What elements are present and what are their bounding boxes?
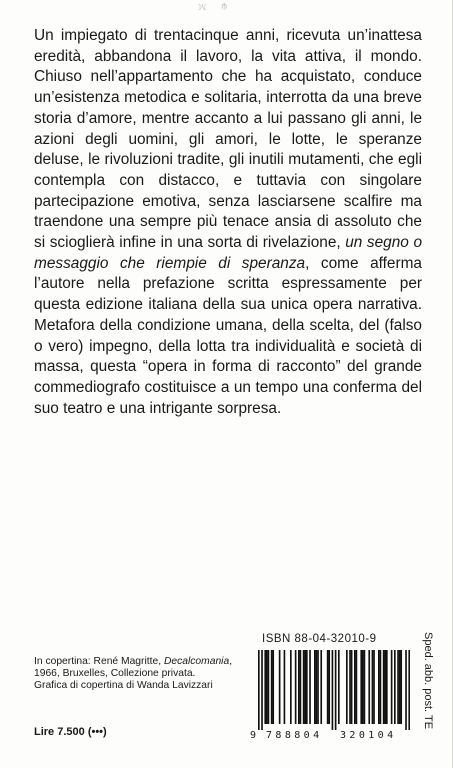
barcode-bar (320, 650, 322, 724)
barcode-bar (405, 650, 407, 730)
barcode-bar (335, 650, 337, 730)
barcode-bar (380, 650, 382, 724)
barcode-bar (295, 650, 297, 724)
barcode-bar (306, 650, 308, 724)
cover-credits (34, 656, 232, 692)
barcode-bar (298, 650, 300, 724)
book-blurb (34, 26, 422, 419)
barcode-bar (356, 650, 358, 724)
barcode-bar (332, 650, 334, 730)
barcode-bar (264, 650, 266, 724)
barcode-bar (349, 650, 351, 724)
barcode-bar (328, 650, 330, 724)
isbn-block (250, 633, 410, 745)
credits-artwork-title: Decalcomania (163, 656, 230, 667)
barcode-bar (317, 650, 319, 724)
barcode-bar (309, 650, 311, 724)
barcode-bar (373, 650, 375, 724)
barcode-bar (304, 650, 306, 724)
barcode-bar (391, 650, 393, 724)
barcode-bar (258, 650, 260, 730)
barcode-bar (314, 650, 316, 724)
barcode-bar (279, 650, 281, 724)
barcode-bar (351, 650, 353, 724)
barcode-bar (397, 650, 399, 724)
barcode-bar (300, 650, 302, 724)
blurb-text-italic: un segno o messaggio che riempie di speranza (34, 234, 422, 272)
faint-marks: ψ ℳ (196, 2, 227, 11)
credits-line1-suffix: , (229, 656, 233, 667)
barcode-bar (346, 650, 348, 724)
barcode-bar (284, 650, 286, 724)
barcode-bar (327, 650, 329, 724)
credits-line1-prefix: In copertina: René Magritte, (34, 656, 164, 667)
barcode-bar (261, 650, 263, 730)
barcode-bar (338, 650, 340, 724)
barcode-bar (354, 650, 356, 724)
price-label: Lire 7.500 (•••) (34, 726, 107, 738)
barcode-digit-first: 9 (250, 730, 257, 741)
postal-notice: Sped. abb. post. TE (422, 632, 434, 730)
barcode-bar (364, 650, 366, 724)
barcode-bar (368, 650, 370, 724)
barcode (258, 650, 410, 730)
barcode-bar (290, 650, 292, 724)
barcode-digits-left: 788804 (266, 730, 323, 741)
barcode-bar (394, 650, 396, 724)
barcode-bar (271, 650, 273, 724)
barcode-bar (399, 650, 401, 724)
barcode-digits-right: 320104 (340, 730, 397, 741)
barcode-bar (360, 650, 362, 724)
barcode-bar (384, 650, 386, 724)
barcode-bar (316, 650, 318, 724)
barcode-bar (400, 650, 402, 724)
blurb-text-part2: , come afferma l’autore nella prefazione scritta espressamente per questa edizione italiana della sua unica opera narrativa. Metafora della condizione umana, della scelta, del (falso o vero) impegno, della lotta tra individualità e società di massa, questa “opera in forma di racconto” del grande commediografo costituisce a un tempo una conferma del suo teatro e una intrigante sorpresa. (34, 254, 422, 417)
blurb-text-part1: Un impiegato di trentacinque anni, ricevuta un’inattesa eredità, abbandona il lavoro, la vita attiva, il mondo. Chiuso nell’appartamento che ha acquistato, conduce un’esistenza metodica e solitaria, interrotta da una breve storia d’amore, mentre accanto a lui passano gli anni, le azioni degli uomini, gli amori, le lotte, le speranze deluse, le rivoluzioni tradite, gli inutili mutamenti, che egli contempla con distacco, e tuttavia con singolare partecipazione emotiva, senza lasciarsene scalfire ma traendone una sempre più tenace ansia di assoluto che si scioglierà infine in una sorta di rivelazione, (34, 27, 422, 252)
credits-line3: Grafica di copertina di Wanda Lavizzari (34, 680, 213, 691)
credits-line2: 1966, Bruxelles, Collezione privata. (34, 668, 196, 679)
barcode-bar (386, 650, 388, 724)
barcode-bar (408, 650, 410, 730)
barcode-bar (378, 650, 380, 724)
isbn-number: ISBN 88-04-32010-9 (262, 633, 377, 645)
barcode-bar (266, 650, 268, 724)
barcode-bar (383, 650, 385, 724)
barcode-bar (303, 650, 305, 724)
barcode-bar (372, 650, 374, 724)
barcode-bar (268, 650, 270, 724)
barcode-bar (362, 650, 364, 724)
barcode-bar (272, 650, 274, 724)
